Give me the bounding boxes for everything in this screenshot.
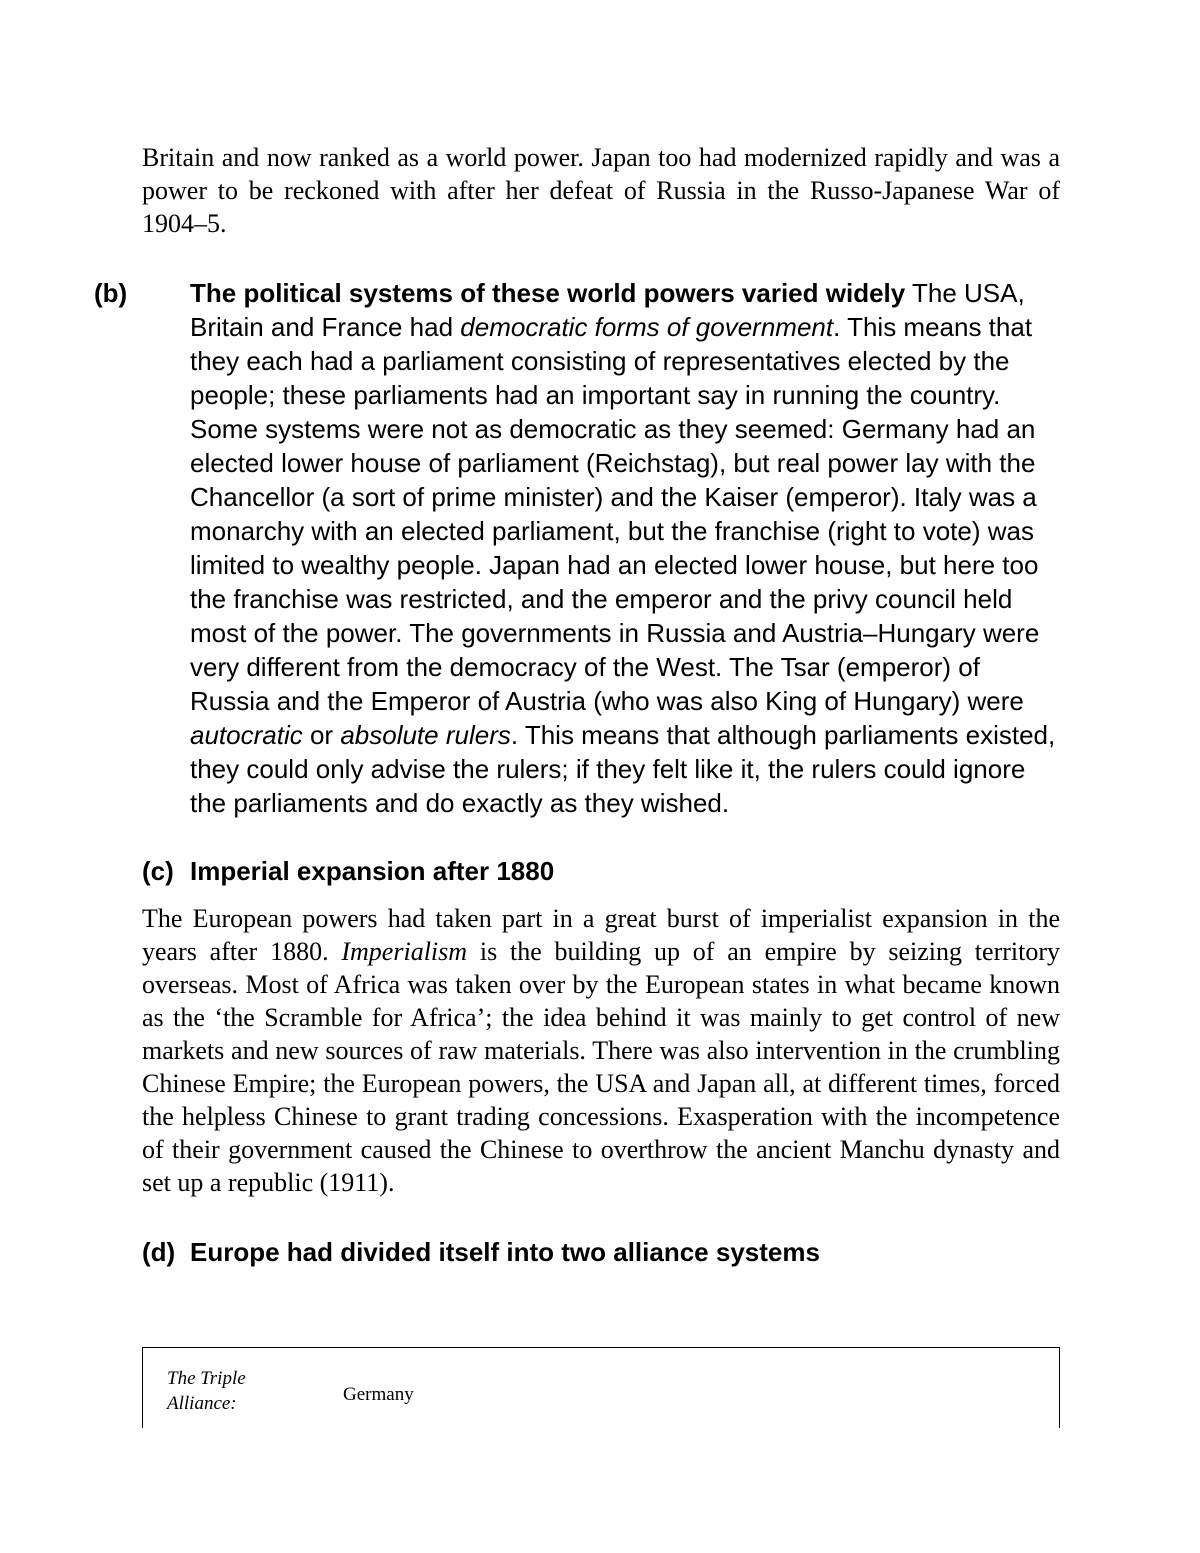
section-c-text-2: is the building up of an empire by seizing territory overseas. Most of Africa was taken over by the European states in what became known as the ‘the Scramble for Africa’; the idea behind it was mainly to get control of new markets and new sources of raw materials. There was also intervention in the crumbling Chinese Empire; the European powers, the USA and Japan all, at different times, forced the helpless Chinese to grant trading concessions. Exasperation with the incompetence of their government caused the Chinese to overthrow the ancient Manchu dynasty and set up a republic (1911). xyxy=(142,937,1060,1197)
section-d-heading xyxy=(142,1235,1060,1269)
section-b-text-4: . This means that although parliaments existed, they could only advise the rulers; if they felt like it, the rulers could ignore the parliaments and do exactly as they wished. xyxy=(190,720,1056,818)
section-b-label: (b) xyxy=(94,278,128,308)
intro-paragraph: Britain and now ranked as a world power. Japan too had modernized rapidly and was a power to be reckoned with after her defeat of Russia in the Russo-Japanese War of 1904–5. xyxy=(142,143,1060,238)
section-c-paragraph xyxy=(142,902,1060,1199)
section-b-paragraph xyxy=(94,276,1060,820)
section-c-title: Imperial expansion after 1880 xyxy=(190,856,555,886)
section-c-text-1: The European powers had taken part in a great burst of imperialist expansion in the years after 1880. xyxy=(142,904,1060,966)
section-c-italic-1: Imperialism xyxy=(341,937,468,966)
alliance-table-value: Germany xyxy=(343,1384,414,1405)
section-b-text-2: . This means that they each had a parliament consisting of representatives elected by the people; these parliaments had an important say in running the country. Some systems were not as democratic as they seemed: Germany had an elected lower house of parliament (Reichstag), but real power lay with the Chancellor (a sort of prime minister) and the Kaiser (emperor). Italy was a monarchy with an elected parliament, but the franchise (right to vote) was limited to wealthy people. Japan had an elected lower house, but here too the franchise was restricted, and the emperor and the privy council held most of the power. The governments in Russia and Austria–Hungary were very different from the democracy of the West. The Tsar (emperor) of Russia and the Emperor of Austria (who was also King of Hungary) were xyxy=(190,312,1040,716)
alliance-table xyxy=(142,1347,1060,1428)
section-b-italic-2: autocratic xyxy=(190,720,303,750)
section-c-label: (c) xyxy=(142,856,174,886)
section-b-text-3: or xyxy=(302,720,341,750)
section-b-text-1: The USA, Britain and France had xyxy=(190,278,1025,342)
section-d-label: (d) xyxy=(142,1237,176,1267)
section-b xyxy=(94,276,1060,820)
section-b-italic-3: absolute rulers xyxy=(340,720,511,750)
section-c-heading xyxy=(142,854,1060,888)
section-d-title: Europe had divided itself into two alliance systems xyxy=(190,1237,820,1267)
document-page xyxy=(94,141,1060,1414)
alliance-table-label: The Triple Alliance: xyxy=(167,1368,246,1414)
section-b-title: The political systems of these world powers varied widely xyxy=(190,278,906,308)
section-b-italic-1: democratic forms of government xyxy=(460,312,834,342)
